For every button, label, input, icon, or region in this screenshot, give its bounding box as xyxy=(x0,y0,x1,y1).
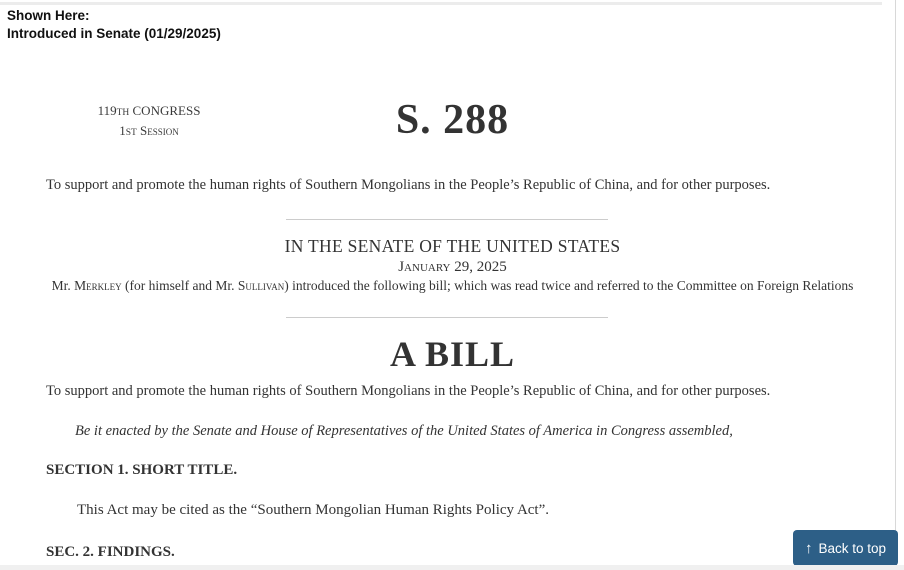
section-1-heading: SECTION 1. SHORT TITLE. xyxy=(46,462,238,478)
sponsor-prefix: Mr. xyxy=(51,278,75,293)
session-ordinal: ST xyxy=(125,128,137,138)
cosponsor-name: Sullivan xyxy=(237,278,285,293)
shown-here-version: Introduced in Senate (01/29/2025) xyxy=(7,25,221,41)
bottom-page-edge xyxy=(0,565,904,570)
chamber-heading: IN THE SENATE OF THE UNITED STATES xyxy=(284,236,621,256)
sponsor-action-text: ) introduced the following bill; which was read twice and referred to the Committee on Foreign Relations xyxy=(284,278,854,293)
cosponsor-prefix: (for himself and Mr. xyxy=(121,278,238,293)
sponsor-name: Merkley xyxy=(74,278,122,293)
bill-purpose: To support and promote the human rights of Southern Mongolians in the People’s Republic of China, and for other purposes. xyxy=(46,177,771,193)
back-to-top-label: Back to top xyxy=(818,540,887,556)
session-word: Session xyxy=(140,123,179,138)
bill-heading: A BILL xyxy=(389,334,516,374)
bill-number: S. 288 xyxy=(395,97,510,143)
action-date: January 29, 2025 xyxy=(398,259,507,275)
bill-purpose-repeat: To support and promote the human rights of Southern Mongolians in the People’s Republic of China, and for other purposes. xyxy=(46,383,771,399)
congress-ordinal: TH xyxy=(116,108,130,118)
document-divider xyxy=(286,317,608,318)
section-2-heading: SEC. 2. FINDINGS. xyxy=(46,544,175,560)
arrow-up-icon: ↑ xyxy=(805,539,813,557)
section-1-text: This Act may be cited as the “Southern Mongolian Human Rights Policy Act”. xyxy=(77,502,550,518)
sponsor-line xyxy=(35,278,870,294)
session-number: 1 xyxy=(119,123,126,138)
bill-document xyxy=(35,0,870,570)
enacting-clause: Be it enacted by the Senate and House of Representatives of the United States of America in Congress assembled, xyxy=(75,423,733,439)
congress-word: CONGRESS xyxy=(132,103,201,118)
shown-here-label: Shown Here: xyxy=(7,8,90,23)
back-to-top-button[interactable] xyxy=(793,530,898,566)
document-divider xyxy=(286,219,608,220)
right-edge-divider xyxy=(895,0,896,570)
congress-number: 119 xyxy=(97,103,117,118)
